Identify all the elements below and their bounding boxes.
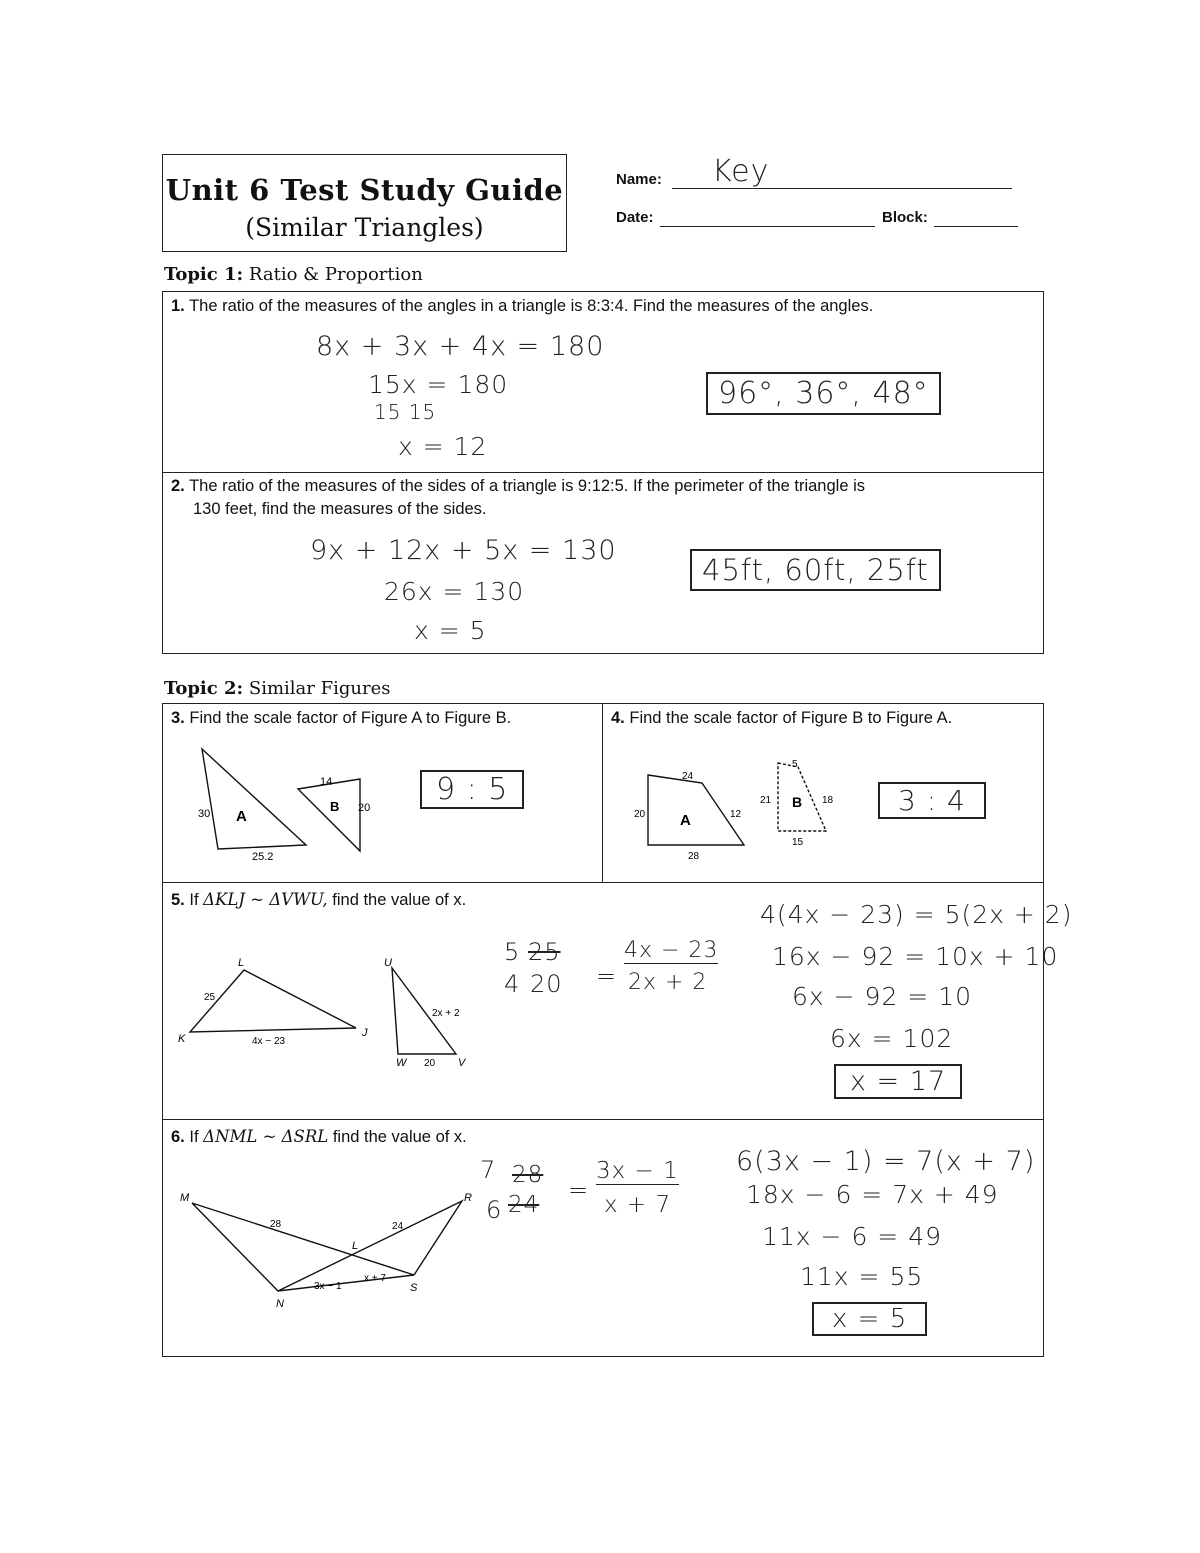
vertex-l: L (352, 1240, 359, 1252)
topic1-label: Topic 1: (164, 264, 244, 285)
question-6-prompt-pre: If (189, 1128, 204, 1146)
block-line[interactable] (934, 226, 1018, 227)
topic2-name: Similar Figures (248, 678, 391, 699)
label-20: 20 (634, 809, 646, 820)
question-5-prompt-post: find the value of x. (327, 891, 467, 909)
question-2-text (171, 475, 1031, 498)
q2-work-line-1: 9x + 12x + 5x = 130 (310, 535, 617, 566)
label-24: 24 (682, 771, 694, 782)
q3-answer-box: 9 : 5 (420, 770, 524, 809)
vertex-n: N (276, 1298, 284, 1310)
figure-b-triangle (298, 779, 360, 851)
q5-ratio-b: 25 (528, 938, 561, 966)
page-title: Unit 6 Test Study Guide (165, 173, 564, 207)
q2-answer-box: 45ft, 60ft, 25ft (690, 549, 941, 591)
side-28: 28 (270, 1219, 282, 1230)
side-25: 25 (204, 992, 216, 1003)
q6-ratio-f: x + 7 (604, 1192, 672, 1218)
q6-answer-box: x = 5 (812, 1302, 927, 1336)
topic1-name: Ratio & Proportion (248, 264, 423, 285)
question-1-prompt: The ratio of the measures of the angles in a triangle is 8:3:4. Find the measures of the angles. (189, 297, 874, 315)
side-4x-23: 4x − 23 (252, 1036, 286, 1047)
name-value: Key (712, 154, 770, 189)
date-line[interactable] (660, 226, 875, 227)
q5-figure (162, 882, 492, 1118)
q5-ratio-d: 20 (530, 970, 563, 998)
q6-work-line-1: 6(3x − 1) = 7(x + 7) (736, 1146, 1036, 1177)
q6-equals: = (568, 1176, 590, 1204)
label-18: 18 (822, 795, 834, 806)
label-14: 14 (320, 776, 333, 788)
q5-work-line-2: 16x − 92 = 10x + 10 (772, 942, 1059, 971)
q5-answer-box: x = 17 (834, 1064, 962, 1099)
q6-figure (162, 1119, 492, 1355)
topic2-heading (164, 678, 390, 699)
vertex-r: R (464, 1192, 472, 1204)
q6-ratio-d: 24 (508, 1192, 540, 1218)
label-5: 5 (792, 759, 798, 770)
q5-equals: = (596, 962, 618, 990)
vertex-v: V (458, 1057, 466, 1069)
block-label: Block: (882, 209, 928, 226)
name-label: Name: (616, 171, 662, 188)
vertex-k: K (178, 1033, 186, 1045)
question-2-prompt-2: 130 feet, find the measures of the sides. (193, 500, 487, 518)
q1-work-line-4: x = 12 (398, 432, 488, 461)
question-3-prompt: Find the scale factor of Figure A to Figure B. (189, 709, 512, 727)
question-6-prompt-post: find the value of x. (328, 1128, 467, 1146)
q2-work-line-2: 26x = 130 (384, 577, 525, 606)
q4-answer-box: 3 : 4 (878, 782, 986, 819)
q1-work-line-3: 15 15 (374, 400, 437, 424)
label-25-2: 25.2 (252, 851, 274, 863)
vertex-l: L (238, 957, 245, 969)
q6-ratio-a: 7 (480, 1156, 497, 1184)
side-2x-2: 2x + 2 (432, 1008, 460, 1019)
q5-ratio-a: 5 (504, 938, 521, 966)
q6-ratio-e: 3x − 1 (596, 1158, 679, 1184)
question-4-prompt: Find the scale factor of Figure B to Figure A. (629, 709, 953, 727)
q6-ratio-c: 6 (486, 1196, 503, 1224)
q5-work-line-4: 6x = 102 (830, 1024, 954, 1053)
vertex-u: U (384, 957, 392, 969)
label-21: 21 (760, 795, 772, 806)
q5-work-line-3: 6x − 92 = 10 (792, 982, 973, 1011)
side-3x-1: 3x − 1 (314, 1281, 342, 1292)
figure-a-triangle (202, 749, 306, 849)
question-5-prompt-pre: If (189, 891, 204, 909)
question-4-number: 4. (611, 709, 625, 727)
q6-work-line-4: 11x = 55 (800, 1262, 924, 1291)
question-1-text (171, 295, 1031, 318)
vertex-s: S (410, 1282, 418, 1294)
date-label: Date: (616, 209, 654, 226)
label-15: 15 (792, 837, 804, 848)
question-5-number: 5. (171, 891, 185, 909)
q2-work-line-3: x = 5 (414, 616, 487, 645)
page-subtitle: (Similar Triangles) (245, 213, 484, 242)
question-6-similarity: ΔNML ~ ΔSRL (203, 1127, 329, 1146)
vertex-w: W (396, 1057, 407, 1069)
side-x-7: x + 7 (364, 1273, 386, 1284)
figure-b-label: B (330, 799, 340, 814)
question-2-prompt: The ratio of the measures of the sides of a triangle is 9:12:5. If the perimeter of the triangle is (189, 477, 866, 495)
label-30: 30 (198, 808, 211, 820)
q6-work-line-2: 18x − 6 = 7x + 49 (746, 1180, 999, 1209)
label-28: 28 (688, 851, 700, 862)
question-5-similarity: ΔKLJ ~ ΔVWU, (203, 890, 328, 909)
label-12: 12 (730, 809, 742, 820)
q5-ratio-f: 2x + 2 (628, 970, 708, 995)
q1-work-line-1: 8x + 3x + 4x = 180 (316, 331, 605, 362)
q6-work-line-3: 11x − 6 = 49 (762, 1222, 943, 1251)
topic2-label: Topic 2: (164, 678, 244, 699)
q3-figure (162, 703, 602, 883)
q5-ratio-e: 4x − 23 (624, 938, 719, 963)
q6-ratio-b: 28 (512, 1162, 544, 1188)
figure-b-label: B (792, 794, 803, 810)
question-1-number: 1. (171, 297, 185, 315)
label-20: 20 (358, 802, 371, 814)
side-20: 20 (424, 1058, 436, 1069)
q1-answer-box: 96°, 36°, 48° (706, 372, 941, 415)
side-24: 24 (392, 1221, 404, 1232)
vertex-m: M (180, 1192, 190, 1204)
q1-work-line-2: 15x = 180 (368, 370, 509, 399)
q5-ratio-c: 4 (504, 970, 521, 998)
title-box (162, 154, 567, 252)
question-6-number: 6. (171, 1128, 185, 1146)
topic1-heading (164, 264, 423, 285)
q5-work-line-1: 4(4x − 23) = 5(2x + 2) (760, 900, 1073, 929)
question-3-number: 3. (171, 709, 185, 727)
vertex-j: J (362, 1027, 368, 1039)
figure-a-label: A (236, 808, 247, 825)
figure-a-label: A (680, 812, 691, 829)
question-2-number: 2. (171, 477, 185, 495)
